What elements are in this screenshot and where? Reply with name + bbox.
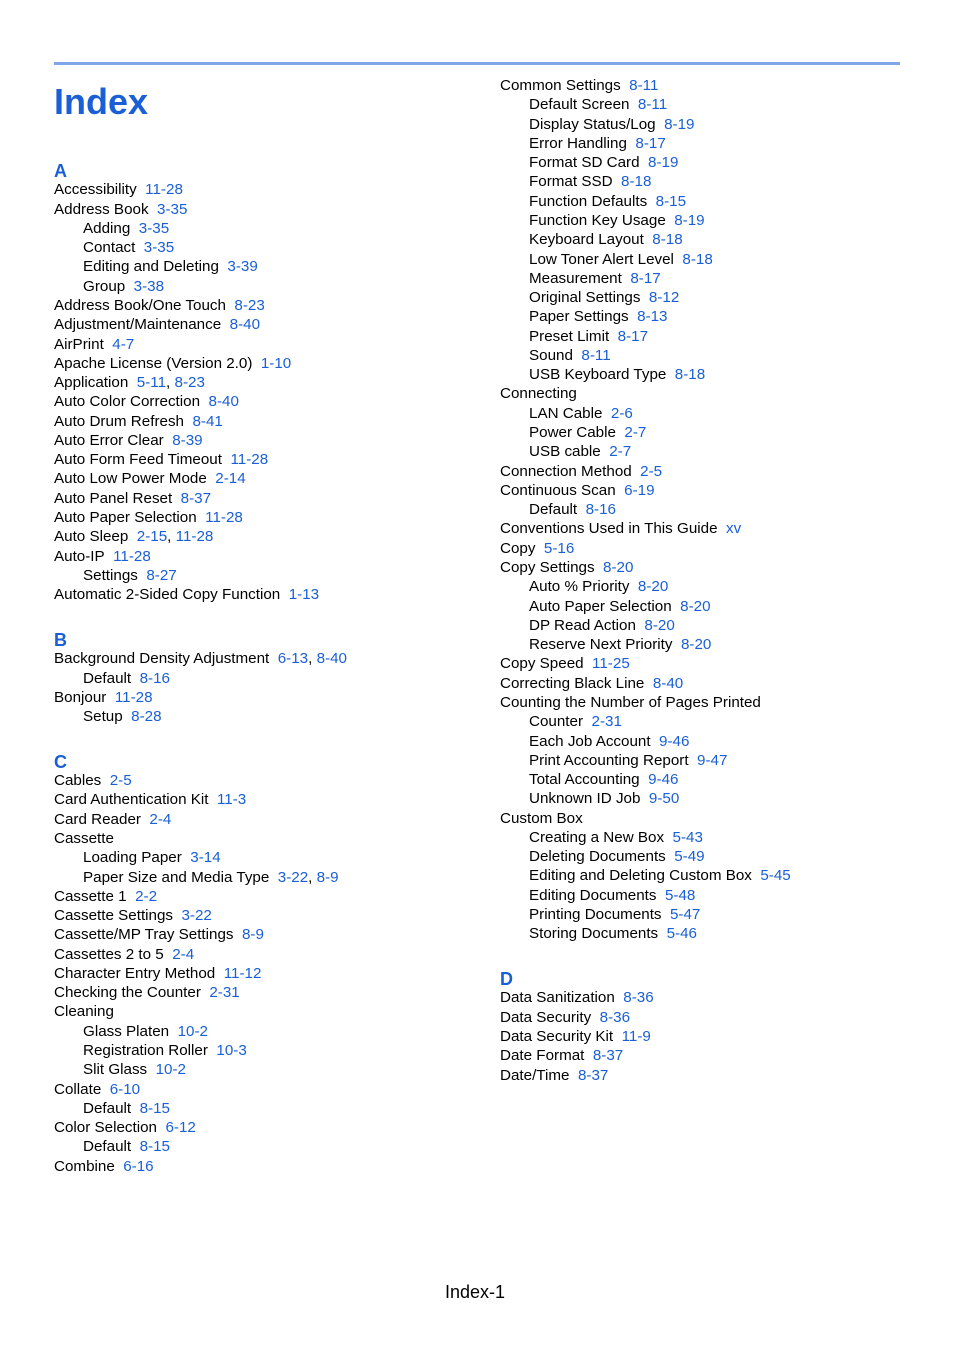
index-subentry <box>529 95 667 114</box>
page-reference-link[interactable]: 8-23 <box>234 296 265 314</box>
page-reference-link[interactable]: 10-2 <box>155 1061 186 1079</box>
page-reference-link[interactable]: 8-19 <box>664 115 695 133</box>
index-entry <box>54 469 246 488</box>
page-reference-link[interactable]: 11-28 <box>230 451 269 469</box>
page-reference-link[interactable]: 8-37 <box>592 1047 624 1065</box>
index-term: Error Handling <box>529 134 627 152</box>
page-reference-link[interactable]: 8-15 <box>139 1138 170 1156</box>
page-reference-link[interactable]: 8-17 <box>630 269 661 287</box>
index-term: Card Authentication Kit <box>54 791 209 809</box>
index-term: Total Accounting <box>529 771 640 789</box>
index-term: Auto Form Feed Timeout <box>54 451 222 469</box>
index-term: Date/Time <box>500 1066 570 1084</box>
index-term: Collate <box>54 1080 102 1098</box>
index-term: Connecting <box>500 385 577 403</box>
page-reference-link[interactable]: 2-5 <box>109 772 132 790</box>
page-reference-link[interactable]: 9-46 <box>648 771 679 789</box>
index-subentry <box>529 924 697 943</box>
index-subentry <box>529 423 646 442</box>
index-term: Editing Documents <box>529 886 657 904</box>
index-term: Connection Method <box>500 462 632 480</box>
index-term: LAN Cable <box>529 404 603 422</box>
page-reference-link[interactable]: 6-13 <box>277 650 309 668</box>
index-term: Measurement <box>529 269 622 287</box>
page-reference-link[interactable]: 5-43 <box>672 828 703 846</box>
index-subentry <box>529 153 678 172</box>
page-reference-link[interactable]: 8-12 <box>648 289 680 307</box>
index-term: Accessibility <box>54 181 137 199</box>
index-entry <box>500 674 683 693</box>
page-reference-link[interactable]: 11-28 <box>114 688 153 706</box>
index-term: Default Screen <box>529 96 630 114</box>
index-term: Cleaning <box>54 1003 114 1021</box>
index-entry <box>500 693 761 712</box>
index-term: Function Defaults <box>529 192 648 210</box>
index-entry <box>54 964 261 983</box>
index-entry <box>500 988 654 1007</box>
index-term: Slit Glass <box>83 1061 148 1079</box>
index-entry <box>500 462 662 481</box>
index-entry <box>500 1027 651 1046</box>
page-reference-link[interactable]: 11-28 <box>113 547 151 565</box>
page-reference-link[interactable]: 9-50 <box>648 790 680 808</box>
index-term: Format SD Card <box>529 154 640 172</box>
index-subentry <box>83 566 177 585</box>
page-reference-link[interactable]: 8-15 <box>139 1099 170 1117</box>
page-reference-link[interactable]: 1-10 <box>260 354 292 372</box>
page-reference-link[interactable]: 8-9 <box>241 926 264 944</box>
index-term: Automatic 2-Sided Copy Function <box>54 586 281 604</box>
index-subentry <box>529 250 713 269</box>
page-reference-link[interactable]: 8-11 <box>637 96 668 114</box>
index-entry <box>54 354 291 373</box>
index-subentry <box>529 712 622 731</box>
index-subentry <box>529 751 727 770</box>
page-reference-link[interactable]: 2-7 <box>609 443 632 461</box>
page-reference-link[interactable]: 8-27 <box>146 566 177 584</box>
index-subentry <box>529 346 611 365</box>
header-rule <box>54 62 900 65</box>
index-subentry <box>529 732 689 751</box>
page-reference-link[interactable]: 8-37 <box>577 1066 609 1084</box>
index-term: Correcting Black Line <box>500 674 645 692</box>
index-subentry <box>529 307 667 326</box>
page-reference-link[interactable]: 8-11 <box>629 77 659 94</box>
page-reference-link[interactable]: 6-19 <box>624 481 655 499</box>
index-subentry <box>529 115 695 134</box>
index-subentry <box>529 365 705 384</box>
index-term: Color Selection <box>54 1119 157 1137</box>
page-reference-link[interactable]: 2-5 <box>640 462 663 480</box>
page-reference-link[interactable]: 10-2 <box>177 1022 208 1040</box>
index-term: Cassette Settings <box>54 907 174 925</box>
page-reference-link[interactable]: 10-3 <box>216 1042 247 1060</box>
index-term: Auto Panel Reset <box>54 489 173 507</box>
index-subentry <box>83 1041 247 1060</box>
index-term: Auto Low Power Mode <box>54 470 207 488</box>
index-entry <box>54 887 157 906</box>
index-entry <box>54 829 114 848</box>
index-subentry <box>83 1099 170 1118</box>
index-term: Data Security Kit <box>500 1027 614 1045</box>
index-entry <box>54 200 187 219</box>
page-reference-link[interactable]: 3-38 <box>133 277 165 295</box>
index-term: Each Job Account <box>529 732 651 750</box>
page-reference-link[interactable]: 3-39 <box>227 258 258 276</box>
index-entry <box>500 809 583 828</box>
page-reference-link[interactable]: 2-15 <box>136 528 168 546</box>
index-term: Settings <box>83 566 138 584</box>
page-reference-link[interactable]: 2-31 <box>591 713 622 731</box>
index-term: Format SSD <box>529 173 613 191</box>
index-subentry <box>529 192 686 211</box>
index-term: Cassette/MP Tray Settings <box>54 926 234 944</box>
index-term: Reserve Next Priority <box>529 636 673 654</box>
index-term: Bonjour <box>54 688 107 706</box>
index-term: Registration Roller <box>83 1042 208 1060</box>
index-term: Power Cable <box>529 424 616 442</box>
index-entry <box>54 945 194 964</box>
index-entry <box>54 771 132 790</box>
index-entry <box>500 1066 608 1085</box>
page-reference-link[interactable]: 2-6 <box>610 404 633 422</box>
index-term: Creating a New Box <box>529 828 665 846</box>
index-term: Editing and Deleting <box>83 258 219 276</box>
index-term: Deleting Documents <box>529 848 666 866</box>
page-reference-link[interactable]: 8-20 <box>637 578 669 596</box>
index-subentry <box>529 442 631 461</box>
page-reference-link[interactable]: 8-20 <box>680 597 711 615</box>
page-reference-link[interactable]: 8-36 <box>599 1008 631 1026</box>
page-reference-link[interactable]: 6-12 <box>165 1119 196 1137</box>
index-subentry <box>529 288 679 307</box>
index-term: Default <box>529 501 578 519</box>
index-entry <box>54 925 264 944</box>
index-entry <box>500 481 655 500</box>
index-entry <box>54 1002 114 1021</box>
page-reference-link[interactable]: 8-19 <box>674 211 705 229</box>
index-term: Storing Documents <box>529 925 659 943</box>
index-term: Glass Platen <box>83 1022 170 1040</box>
page-reference-link[interactable]: 8-9 <box>316 868 339 886</box>
index-term: Auto Paper Selection <box>529 597 672 615</box>
page-reference-link[interactable]: 8-37 <box>180 489 212 507</box>
index-term: Data Security <box>500 1008 592 1026</box>
index-term: Editing and Deleting Custom Box <box>529 867 752 885</box>
index-term: AirPrint <box>54 335 104 353</box>
index-term: Print Accounting Report <box>529 751 689 769</box>
index-entry <box>500 76 658 95</box>
index-term: Auto Sleep <box>54 528 129 546</box>
index-term: Continuous Scan <box>500 481 616 499</box>
section-letter-b: B <box>54 629 67 650</box>
section-letter-d: D <box>500 969 513 990</box>
index-term: Conventions Used in This Guide <box>500 520 718 538</box>
page-reference-link[interactable]: 3-35 <box>138 219 170 237</box>
page-reference-link[interactable]: 11-25 <box>592 655 630 673</box>
index-subentry <box>529 500 616 519</box>
index-subentry <box>529 269 661 288</box>
page-reference-link[interactable]: 8-20 <box>680 636 712 654</box>
page-reference-link[interactable]: 8-16 <box>139 669 170 687</box>
page-reference-link[interactable]: 8-40 <box>316 650 347 668</box>
index-term: Auto-IP <box>54 547 105 565</box>
page-reference-link[interactable]: 8-17 <box>635 134 666 152</box>
page-reference-link[interactable]: 2-7 <box>624 424 647 442</box>
index-entry <box>54 412 223 431</box>
page-reference-link[interactable]: 2-4 <box>172 945 195 963</box>
index-entry <box>54 315 260 334</box>
index-subentry <box>529 404 633 423</box>
index-subentry <box>83 669 170 688</box>
page-reference-link[interactable]: 5-46 <box>666 925 698 943</box>
index-entry <box>54 450 268 469</box>
index-subentry <box>529 789 679 808</box>
page-reference-link[interactable]: 11-28 <box>175 528 214 546</box>
page-reference-link[interactable]: 8-23 <box>174 374 205 392</box>
index-entry <box>54 906 212 925</box>
page-reference-link[interactable]: 8-28 <box>131 708 162 726</box>
index-entry <box>54 335 134 354</box>
index-term: Custom Box <box>500 809 583 827</box>
page-reference-link[interactable]: 2-31 <box>209 984 240 1002</box>
index-entry <box>500 519 741 538</box>
index-term: Keyboard Layout <box>529 231 644 249</box>
index-entry <box>54 489 211 508</box>
index-entry <box>54 810 171 829</box>
page-reference-link[interactable]: 5-48 <box>664 886 696 904</box>
index-subentry <box>529 172 651 191</box>
index-subentry <box>529 230 683 249</box>
index-entry <box>54 585 319 604</box>
page-reference-link[interactable]: 3-35 <box>157 200 188 218</box>
index-entry <box>54 1157 154 1176</box>
index-term: Display Status/Log <box>529 115 656 133</box>
index-entry <box>54 790 246 809</box>
index-term: Cassette 1 <box>54 887 127 905</box>
index-entry: Background Density Adjustment 6-13, 8-40 <box>54 650 347 668</box>
index-term: Card Reader <box>54 810 141 828</box>
index-subentry: Paper Size and Media Type 3-22, 8-9 <box>83 868 339 886</box>
page-reference-link[interactable]: 8-36 <box>623 989 654 1007</box>
index-term: Date Format <box>500 1047 585 1065</box>
section-letter-c: C <box>54 751 67 772</box>
index-term: Auto Drum Refresh <box>54 412 184 430</box>
page-reference-link[interactable]: 2-2 <box>135 887 158 905</box>
index-subentry <box>529 770 678 789</box>
index-subentry <box>83 238 174 257</box>
index-term: Paper Settings <box>529 308 629 326</box>
index-entry <box>54 392 239 411</box>
index-term: Cables <box>54 772 102 790</box>
page-reference-link[interactable]: 6-10 <box>109 1080 141 1098</box>
page-reference-link[interactable]: 3-22 <box>277 868 309 886</box>
index-term: Auto Paper Selection <box>54 509 197 527</box>
page-reference-link[interactable]: 11-9 <box>621 1027 651 1045</box>
page-reference-link[interactable]: 8-15 <box>655 192 687 210</box>
index-term: Default <box>83 1099 132 1117</box>
index-entry <box>54 180 183 199</box>
index-term: USB cable <box>529 443 601 461</box>
page-reference-link[interactable]: 3-14 <box>190 849 221 867</box>
index-subentry <box>529 577 668 596</box>
page-reference-link[interactable]: 1-13 <box>288 586 320 604</box>
page-reference-link[interactable]: 2-14 <box>215 470 246 488</box>
index-term: Setup <box>83 708 123 726</box>
page-reference-link[interactable]: 8-13 <box>637 308 668 326</box>
page-reference-link[interactable]: 8-40 <box>229 316 261 334</box>
index-subentry <box>83 1060 186 1079</box>
page-reference-link[interactable]: 9-46 <box>659 732 690 750</box>
page-reference-link[interactable]: 8-20 <box>603 559 634 576</box>
index-entry <box>54 547 151 566</box>
index-entry <box>54 983 240 1002</box>
index-entry <box>54 1118 196 1137</box>
index-entry <box>500 558 633 577</box>
index-term: Checking the Counter <box>54 984 201 1002</box>
page-reference-link[interactable]: 5-16 <box>543 539 575 557</box>
page-reference-link[interactable]: 11-28 <box>145 181 183 199</box>
index-term: Auto Error Clear <box>54 431 164 449</box>
index-subentry <box>529 866 791 885</box>
index-term: Copy <box>500 539 536 557</box>
index-subentry <box>529 134 666 153</box>
index-subentry <box>529 905 700 924</box>
page-reference-link[interactable]: 8-18 <box>652 231 683 249</box>
index-entry: Application 5-11, 8-23 <box>54 374 205 392</box>
index-term: Address Book/One Touch <box>54 296 226 314</box>
index-term: Loading Paper <box>83 849 182 867</box>
index-subentry <box>529 847 705 866</box>
page-number: Index-1 <box>445 1282 506 1302</box>
page-reference-link[interactable]: 8-18 <box>682 250 713 268</box>
index-entry <box>54 296 265 315</box>
index-term: Apache License (Version 2.0) <box>54 354 253 372</box>
page-title: Index <box>54 81 149 122</box>
page-reference-link[interactable]: 8-11 <box>581 346 611 364</box>
index-subentry <box>83 277 164 296</box>
page-reference-link[interactable]: 8-39 <box>172 431 203 449</box>
index-term: Paper Size and Media Type <box>83 868 270 886</box>
page-reference-link[interactable]: 8-41 <box>192 412 223 430</box>
index-term: Default <box>83 1138 132 1156</box>
page-reference-link[interactable]: 8-40 <box>208 393 239 411</box>
index-entry <box>500 1008 630 1027</box>
page-reference-link[interactable]: 8-20 <box>644 616 675 634</box>
page-reference-link[interactable]: 3-35 <box>143 239 175 257</box>
index-term: Data Sanitization <box>500 989 615 1007</box>
index-term: Counter <box>529 713 584 731</box>
index-term: Adjustment/Maintenance <box>54 316 222 334</box>
page-reference-link[interactable]: 2-4 <box>149 810 172 828</box>
index-term: Unknown ID Job <box>529 790 641 808</box>
index-term: Background Density Adjustment <box>54 650 270 668</box>
index-subentry <box>83 257 258 276</box>
index-term: Application <box>54 374 129 392</box>
page-reference-link[interactable]: 5-49 <box>674 848 705 866</box>
index-term: Common Settings <box>500 77 621 94</box>
index-entry <box>54 1080 140 1099</box>
index-subentry <box>529 211 705 230</box>
page-reference-link[interactable]: 9-47 <box>697 751 728 769</box>
index-subentry <box>529 886 695 905</box>
index-entry <box>54 688 153 707</box>
index-term: Copy Settings <box>500 559 595 576</box>
index-subentry <box>529 616 675 635</box>
index-term: Auto % Priority <box>529 578 630 596</box>
index-term: Cassette <box>54 829 114 847</box>
index-term: Contact <box>83 239 136 257</box>
index-entry <box>54 508 243 527</box>
page-reference-link[interactable]: 8-17 <box>617 327 649 345</box>
index-term: DP Read Action <box>529 616 636 634</box>
index-entry <box>500 384 577 403</box>
page-reference-link[interactable]: 4-7 <box>112 335 135 353</box>
index-term: Sound <box>529 346 573 364</box>
page-reference-link[interactable]: 5-45 <box>760 867 791 885</box>
index-subentry <box>529 597 711 616</box>
section-letter-a: A <box>54 161 67 181</box>
index-entry: Auto Sleep 2-15, 11-28 <box>54 528 214 546</box>
page-reference-link[interactable]: 8-18 <box>621 173 652 191</box>
page-reference-link[interactable]: xv <box>725 520 742 538</box>
index-entry <box>500 539 574 558</box>
index-term: Combine <box>54 1157 115 1175</box>
index-term: Auto Color Correction <box>54 393 201 411</box>
index-term: Low Toner Alert Level <box>529 250 674 268</box>
index-entry <box>500 1046 623 1065</box>
index-entry <box>54 431 203 450</box>
index-term: Address Book <box>54 200 149 218</box>
index-term: Printing Documents <box>529 906 662 924</box>
index-subentry <box>529 635 711 654</box>
page-reference-link[interactable]: 5-11 <box>136 374 167 392</box>
index-term: Original Settings <box>529 289 641 307</box>
page-reference-link[interactable]: 11-3 <box>216 791 247 809</box>
page-reference-link[interactable]: 11-12 <box>223 964 262 982</box>
page-reference-link[interactable]: 8-18 <box>674 366 706 384</box>
index-subentry <box>83 219 169 238</box>
index-term: Cassettes 2 to 5 <box>54 945 164 963</box>
index-term: Function Key Usage <box>529 211 666 229</box>
page-reference-link[interactable]: 6-16 <box>123 1157 154 1175</box>
index-term: Preset Limit <box>529 327 610 345</box>
page-reference-link[interactable]: 8-16 <box>585 501 616 519</box>
index-term: Character Entry Method <box>54 964 216 982</box>
index-subentry <box>83 1137 170 1156</box>
page-reference-link[interactable]: 3-22 <box>181 907 212 925</box>
index-term: USB Keyboard Type <box>529 366 667 384</box>
page-reference-link[interactable]: 5-47 <box>669 906 701 924</box>
index-term: Counting the Number of Pages Printed <box>500 693 761 711</box>
index-term: Copy Speed <box>500 655 584 673</box>
index-subentry <box>83 848 221 867</box>
index-subentry <box>83 1022 208 1041</box>
index-term: Adding <box>83 219 131 237</box>
page-reference-link[interactable]: 8-19 <box>648 154 679 172</box>
page-reference-link[interactable]: 11-28 <box>205 509 243 527</box>
index-subentry <box>529 327 648 346</box>
index-subentry <box>529 828 703 847</box>
index-subentry <box>83 707 162 726</box>
index-entry <box>500 654 630 673</box>
page-reference-link[interactable]: 8-40 <box>652 674 684 692</box>
index-term: Default <box>83 669 132 687</box>
index-term: Group <box>83 277 126 295</box>
